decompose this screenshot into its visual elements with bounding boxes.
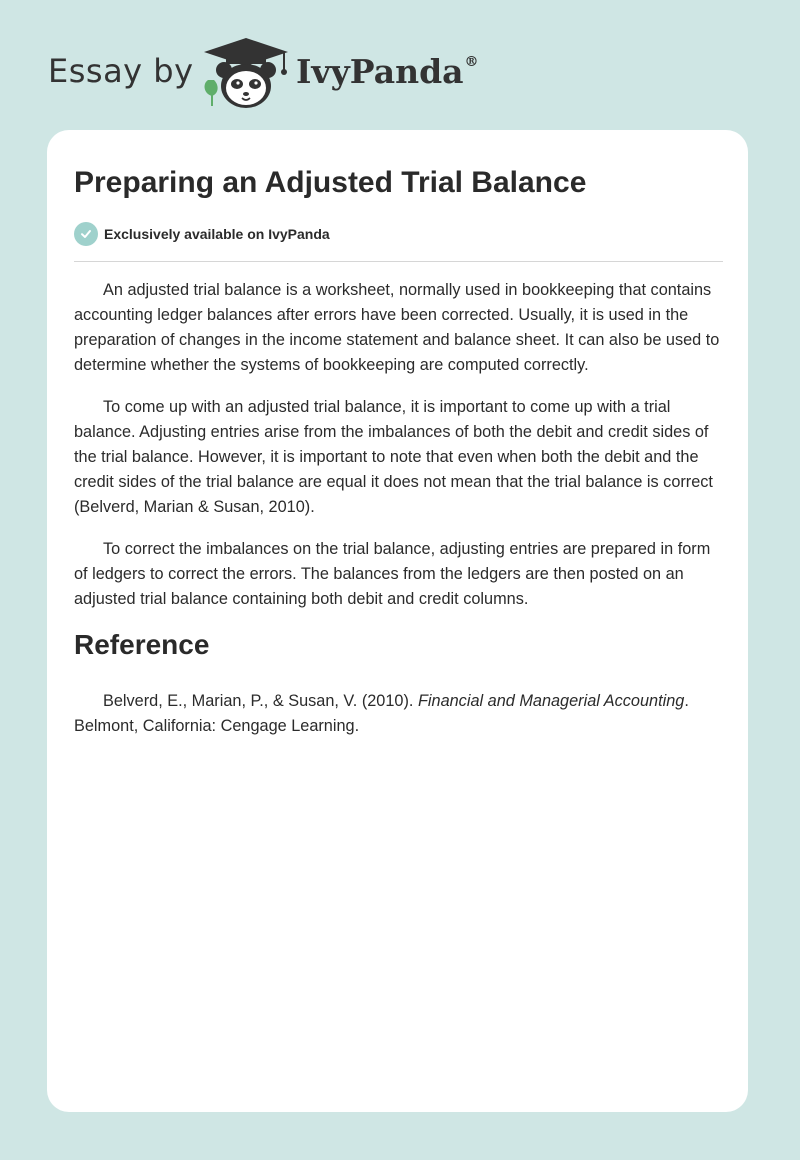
page-title: Preparing an Adjusted Trial Balance <box>74 166 587 199</box>
reference-book-title: Financial and Managerial Accounting <box>417 692 685 710</box>
divider <box>74 261 723 262</box>
paragraph-2: To come up with an adjusted trial balance, it is important to come up with a trial balance. Adjusting entries arise from the imbalances of both the debit and credit sides of the trial balance. However, it is important to note that even when both the debit and the credit sides of the trial balance are equal it does not mean that the trial balance is correct (Belverd, Marian & Susan, 2010). <box>74 398 713 516</box>
exclusive-badge <box>74 222 330 246</box>
reference-heading: Reference <box>74 629 210 660</box>
registered-mark: ® <box>464 54 479 70</box>
paragraph-3: To correct the imbalances on the trial balance, adjusting entries are prepared in form of ledgers to correct the errors. The balances from the ledgers are then posted on an adjusted trial balance containing both debit and credit columns. <box>74 540 711 608</box>
reference-entry <box>74 689 728 739</box>
paragraph-1: An adjusted trial balance is a worksheet, normally used in bookkeeping that contains accounting ledger balances after errors have been corrected. Usually, it is used in the preparation of changes in the income statement and balance sheet. It can also be used to determine whether the systems of bookkeeping are computed correctly. <box>74 281 720 374</box>
reference-publisher: . Belmont, California: Cengage Learning. <box>74 692 689 735</box>
check-icon <box>74 222 98 246</box>
essay-card <box>47 130 748 1112</box>
exclusive-badge-label: Exclusively available on IvyPanda <box>104 226 330 242</box>
essay-by-label: Essay by <box>48 52 194 90</box>
reference-authors: Belverd, E., Marian, P., & Susan, V. (2010). <box>103 692 418 710</box>
site-header <box>0 0 800 130</box>
panda-graduate-logo-icon[interactable] <box>200 36 292 110</box>
brand-text: IvyPanda <box>296 52 464 91</box>
essay-body <box>74 278 728 739</box>
brand-name[interactable] <box>296 52 479 91</box>
